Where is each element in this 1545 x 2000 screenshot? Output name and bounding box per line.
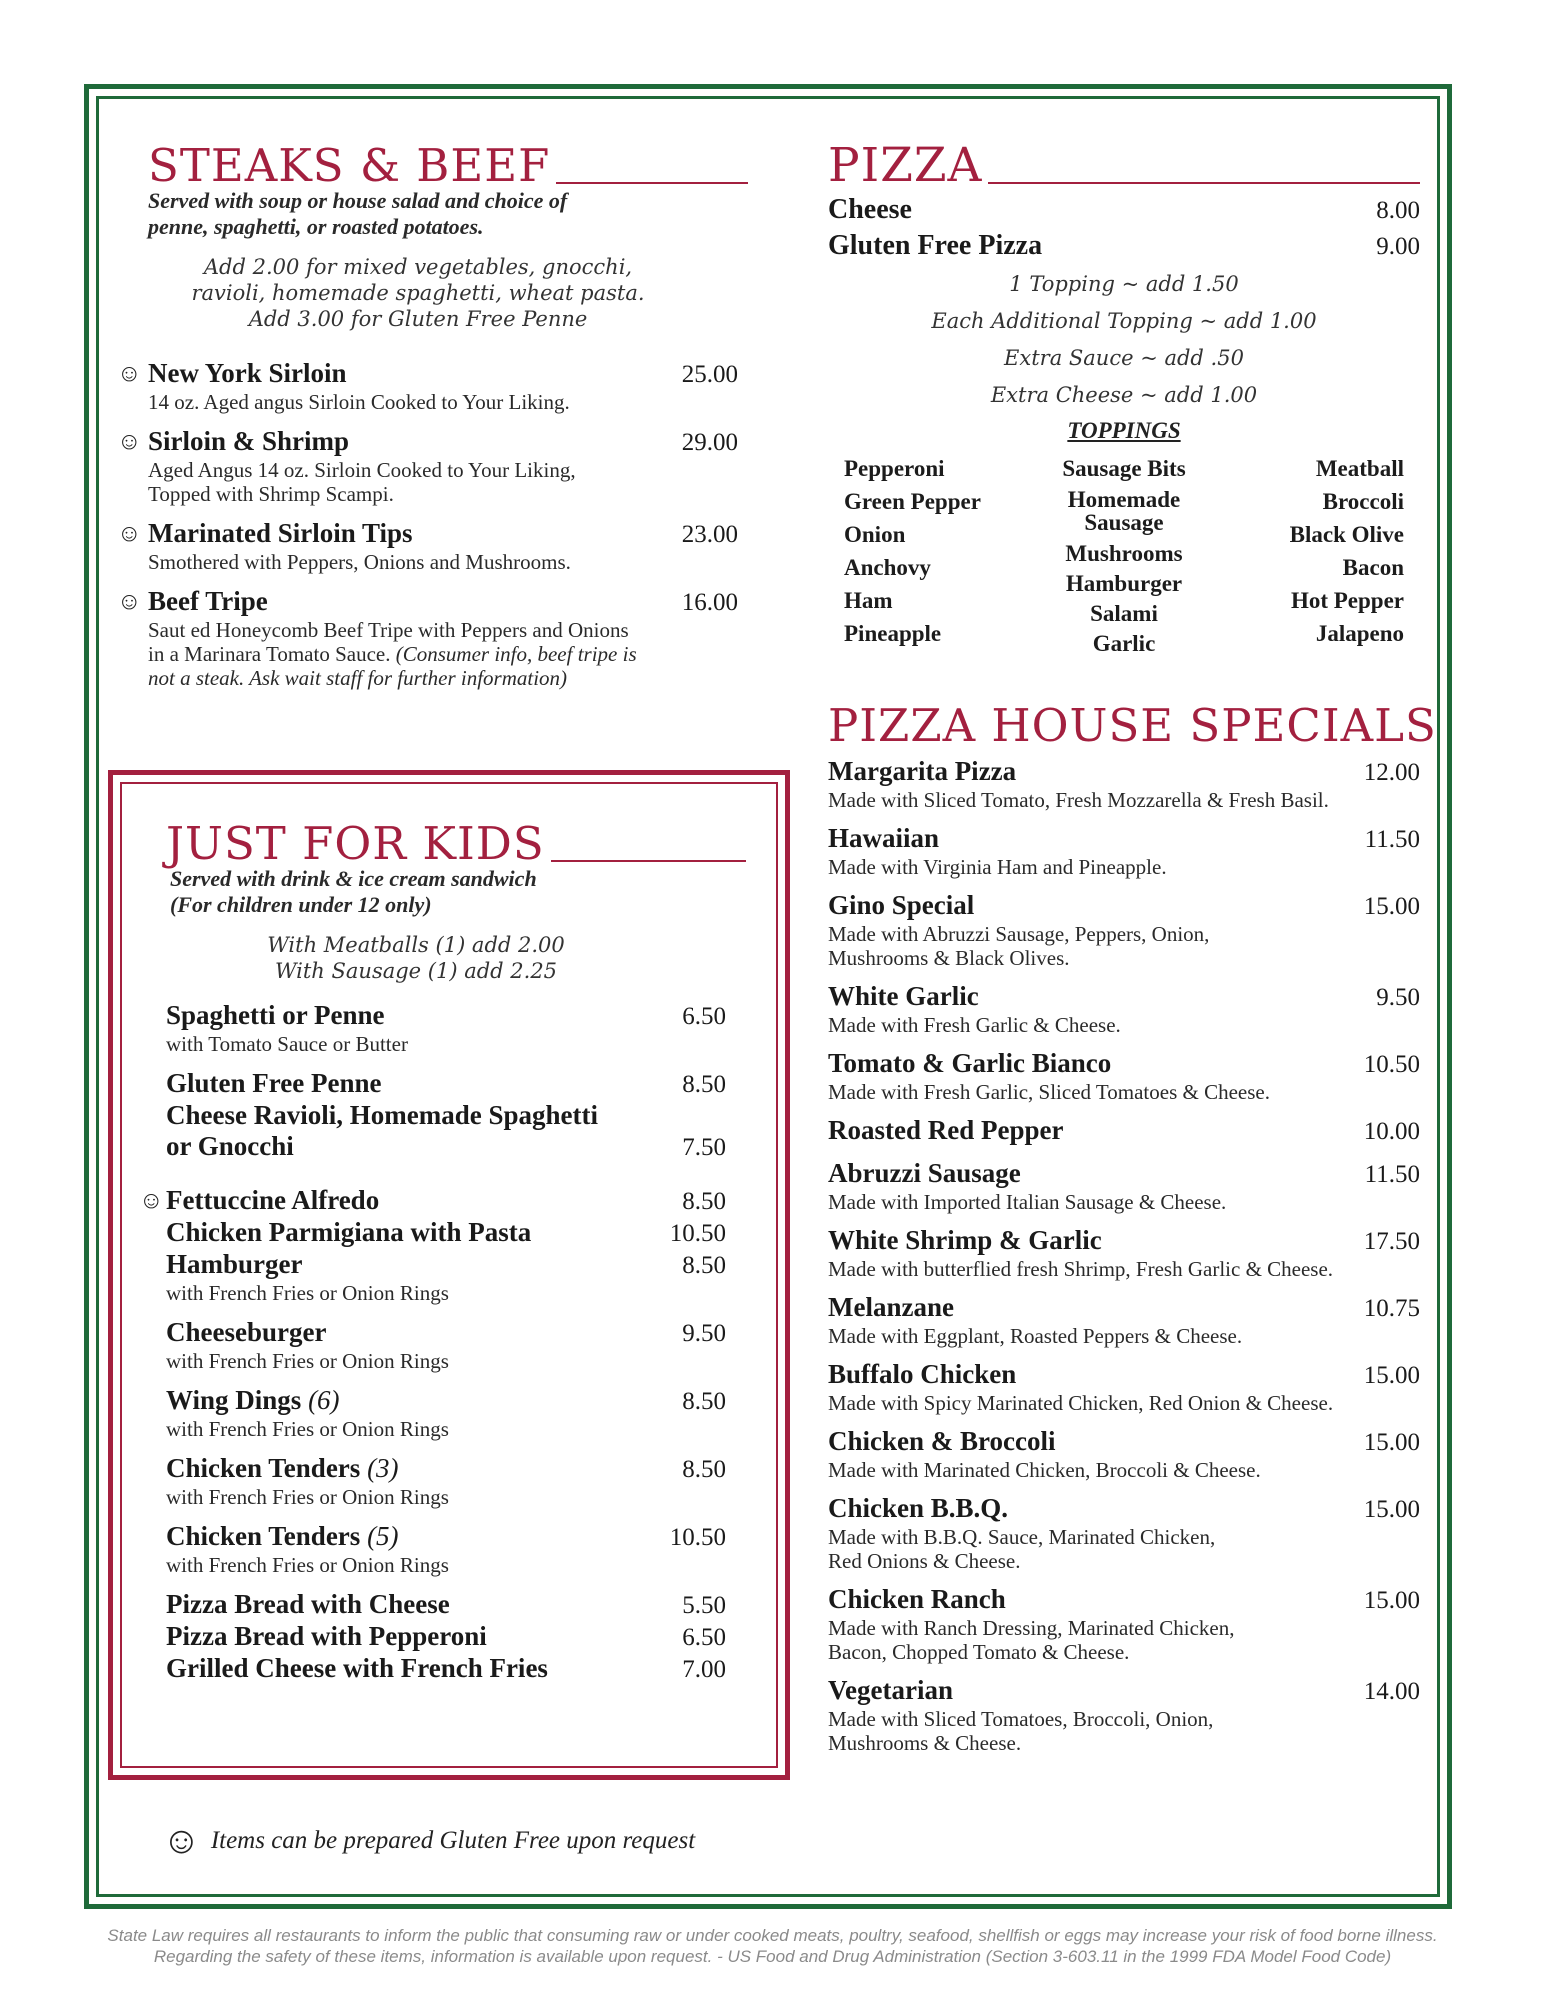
special-price: 11.50 bbox=[1364, 826, 1420, 853]
steaks-served-note: Served with soup or house salad and choice of penne, spaghetti, or roasted potatoes. bbox=[148, 188, 568, 239]
specials-section bbox=[828, 699, 1437, 1766]
special-item bbox=[828, 1426, 1420, 1482]
pizza-addons: 1 Topping ~ add 1.50 Each Additional Topping ~ add 1.00 Extra Sauce ~ add .50 Extra Cheese ~ add 1.00 bbox=[931, 272, 1317, 407]
special-price: 15.00 bbox=[1363, 893, 1420, 920]
smiley-icon: ☺ bbox=[139, 1188, 164, 1214]
special-description: Made with Fresh Garlic, Sliced Tomatoes & Cheese. bbox=[828, 1080, 1270, 1104]
pizza-item: Cheese 8.00 bbox=[828, 194, 1420, 225]
kids-item: Hamburger 8.50 with French Fries or Onion Rings bbox=[166, 1249, 726, 1305]
special-name: Margarita Pizza bbox=[828, 756, 1017, 786]
special-item bbox=[828, 1225, 1420, 1281]
special-price: 17.50 bbox=[1363, 1228, 1420, 1255]
steak-item: ☺ Sirloin & Shrimp 29.00 Aged Angus 14 oz. Sirloin Cooked to Your Liking, Topped with Shrimp Scampi. bbox=[117, 426, 738, 506]
special-description: Made with Imported Italian Sausage & Cheese. bbox=[828, 1190, 1227, 1214]
special-item bbox=[828, 1115, 1420, 1147]
special-description: Made with Sliced Tomato, Fresh Mozzarella & Fresh Basil. bbox=[828, 788, 1329, 812]
smiley-icon: ☺ bbox=[117, 361, 142, 387]
kids-item: ☺ Fettuccine Alfredo 8.50 bbox=[139, 1185, 726, 1215]
kids-item-list bbox=[139, 1000, 726, 1685]
special-item bbox=[828, 1675, 1420, 1755]
gluten-free-note: ☺ Items can be prepared Gluten Free upon request bbox=[162, 1820, 696, 1862]
kids-item: Chicken Parmigiana with Pasta 10.50 bbox=[166, 1217, 726, 1247]
pizza-title: PIZZA bbox=[828, 140, 1420, 192]
toppings-title: TOPPINGS bbox=[1067, 418, 1181, 443]
kids-item: Wing Dings (6) 8.50 with French Fries or Onion Rings bbox=[166, 1385, 726, 1441]
kids-section bbox=[139, 817, 746, 1685]
special-name: White Shrimp & Garlic bbox=[828, 1225, 1102, 1255]
special-item bbox=[828, 756, 1420, 812]
kids-item: Gluten Free Penne 8.50 bbox=[166, 1068, 726, 1098]
special-description: Made with Spicy Marinated Chicken, Red Onion & Cheese. bbox=[828, 1391, 1334, 1415]
special-description: Mushrooms & Black Olives. bbox=[828, 946, 1070, 970]
kids-item: Chicken Tenders (3) 8.50 with French Fries or Onion Rings bbox=[166, 1453, 726, 1509]
toppings-col-middle: Sausage Bits Homemade Sausage Mushrooms Hamburger Salami Garlic bbox=[1062, 456, 1186, 656]
steaks-section bbox=[117, 139, 748, 702]
kids-item: Pizza Bread with Cheese 5.50 bbox=[166, 1589, 726, 1619]
special-name: Roasted Red Pepper bbox=[828, 1115, 1064, 1145]
pizza-item: Gluten Free Pizza 9.00 bbox=[828, 230, 1420, 261]
kids-item: Chicken Tenders (5) 10.50 with French Fries or Onion Rings bbox=[166, 1521, 726, 1577]
kids-addons: With Meatballs (1) add 2.00 With Sausage (1) add 2.25 bbox=[267, 933, 565, 983]
special-item bbox=[828, 890, 1420, 970]
kids-item: Cheeseburger 9.50 with French Fries or Onion Rings bbox=[166, 1317, 726, 1373]
special-item bbox=[828, 1584, 1420, 1664]
special-price: 12.00 bbox=[1363, 759, 1420, 786]
kids-item: Cheese Ravioli, Homemade Spaghetti or Gnocchi 7.50 bbox=[166, 1100, 726, 1161]
steaks-addons: Add 2.00 for mixed vegetables, gnocchi, ravioli, homemade spaghetti, wheat pasta. Add 3.00 for Gluten Free Penne bbox=[191, 255, 645, 331]
special-item bbox=[828, 1158, 1420, 1214]
special-name: Tomato & Garlic Bianco bbox=[828, 1048, 1112, 1078]
special-description: Mushrooms & Cheese. bbox=[828, 1731, 1022, 1755]
special-name: Buffalo Chicken bbox=[828, 1359, 1017, 1389]
special-price: 10.50 bbox=[1363, 1051, 1420, 1078]
special-item bbox=[828, 823, 1420, 879]
special-description: Red Onions & Cheese. bbox=[828, 1549, 1021, 1573]
special-name: Vegetarian bbox=[828, 1675, 953, 1705]
food-safety-disclaimer: State Law requires all restaurants to inform the public that consuming raw or under cooked meats, poultry, seafood, shellfish or eggs may increase your risk of food borne illness. Regarding the safety of these items, information is available upon request. - US Food and Drug Administration (Section 3-603.11 in the 1999 FDA Model Food Code) bbox=[107, 1926, 1438, 1966]
toppings-col-right: Meatball Broccoli Black Olive Bacon Hot Pepper Jalapeno bbox=[1289, 456, 1404, 646]
specials-item-list bbox=[828, 756, 1420, 1755]
kids-item: Grilled Cheese with French Fries 7.00 bbox=[166, 1653, 726, 1683]
special-name: Chicken & Broccoli bbox=[828, 1426, 1056, 1456]
special-price: 15.00 bbox=[1363, 1362, 1420, 1389]
special-item bbox=[828, 1493, 1420, 1573]
special-name: Chicken Ranch bbox=[828, 1584, 1006, 1614]
kids-title: JUST FOR KIDS bbox=[166, 818, 746, 870]
toppings-grid bbox=[828, 452, 1420, 659]
toppings-col-left: Pepperoni Green Pepper Onion Anchovy Ham Pineapple bbox=[844, 456, 981, 646]
steak-item: ☺ Beef Tripe 16.00 Saut ed Honeycomb Beef Tripe with Peppers and Onions in a Marinara Tomato Sauce. (Consumer info, beef tripe is not a steak. Ask wait staff for further information) bbox=[117, 586, 738, 690]
steak-item: ☺ New York Sirloin 25.00 14 oz. Aged angus Sirloin Cooked to Your Liking. bbox=[117, 358, 738, 414]
special-description: Bacon, Chopped Tomato & Cheese. bbox=[828, 1640, 1130, 1664]
special-price: 15.00 bbox=[1363, 1429, 1420, 1456]
kids-item: Pizza Bread with Pepperoni 6.50 bbox=[166, 1621, 726, 1651]
special-item bbox=[828, 1292, 1420, 1348]
steaks-title: STEAKS & BEEF bbox=[148, 140, 748, 192]
special-price: 9.50 bbox=[1376, 984, 1420, 1011]
special-description: Made with B.B.Q. Sauce, Marinated Chicken, bbox=[828, 1525, 1216, 1549]
steaks-item-list bbox=[117, 358, 738, 690]
pizza-section bbox=[828, 140, 1420, 659]
steak-item: ☺ Marinated Sirloin Tips 23.00 Smothered with Peppers, Onions and Mushrooms. bbox=[117, 518, 738, 574]
special-description: Made with Marinated Chicken, Broccoli & Cheese. bbox=[828, 1458, 1261, 1482]
special-item bbox=[828, 981, 1420, 1037]
special-description: Made with Virginia Ham and Pineapple. bbox=[828, 855, 1167, 879]
special-price: 10.00 bbox=[1363, 1118, 1420, 1145]
kids-item: Spaghetti or Penne 6.50 with Tomato Sauce or Butter bbox=[166, 1000, 726, 1056]
special-name: Hawaiian bbox=[828, 823, 940, 853]
special-description: Made with butterflied fresh Shrimp, Fresh Garlic & Cheese. bbox=[828, 1257, 1334, 1281]
special-description: Made with Sliced Tomatoes, Broccoli, Onion, bbox=[828, 1707, 1214, 1731]
smiley-icon: ☺ bbox=[117, 521, 142, 547]
special-item bbox=[828, 1048, 1420, 1104]
special-price: 15.00 bbox=[1363, 1496, 1420, 1523]
special-description: Made with Eggplant, Roasted Peppers & Cheese. bbox=[828, 1324, 1243, 1348]
special-description: Made with Abruzzi Sausage, Peppers, Onion, bbox=[828, 922, 1210, 946]
smiley-icon: ☺ bbox=[162, 1820, 201, 1862]
smiley-icon: ☺ bbox=[117, 589, 142, 615]
special-name: Gino Special bbox=[828, 890, 975, 920]
special-price: 14.00 bbox=[1363, 1678, 1420, 1705]
special-description: Made with Fresh Garlic & Cheese. bbox=[828, 1013, 1121, 1037]
kids-served-note: Served with drink & ice cream sandwich (For children under 12 only) bbox=[170, 866, 537, 917]
special-name: Melanzane bbox=[828, 1292, 954, 1322]
special-price: 15.00 bbox=[1363, 1587, 1420, 1614]
special-price: 10.75 bbox=[1363, 1295, 1420, 1322]
special-description: Made with Ranch Dressing, Marinated Chicken, bbox=[828, 1616, 1235, 1640]
special-name: Chicken B.B.Q. bbox=[828, 1493, 1009, 1523]
special-item bbox=[828, 1359, 1420, 1415]
special-name: Abruzzi Sausage bbox=[828, 1158, 1021, 1188]
specials-title: PIZZA HOUSE SPECIALS bbox=[828, 699, 1437, 752]
special-name: White Garlic bbox=[828, 981, 979, 1011]
special-price: 11.50 bbox=[1364, 1161, 1420, 1188]
smiley-icon: ☺ bbox=[117, 429, 142, 455]
